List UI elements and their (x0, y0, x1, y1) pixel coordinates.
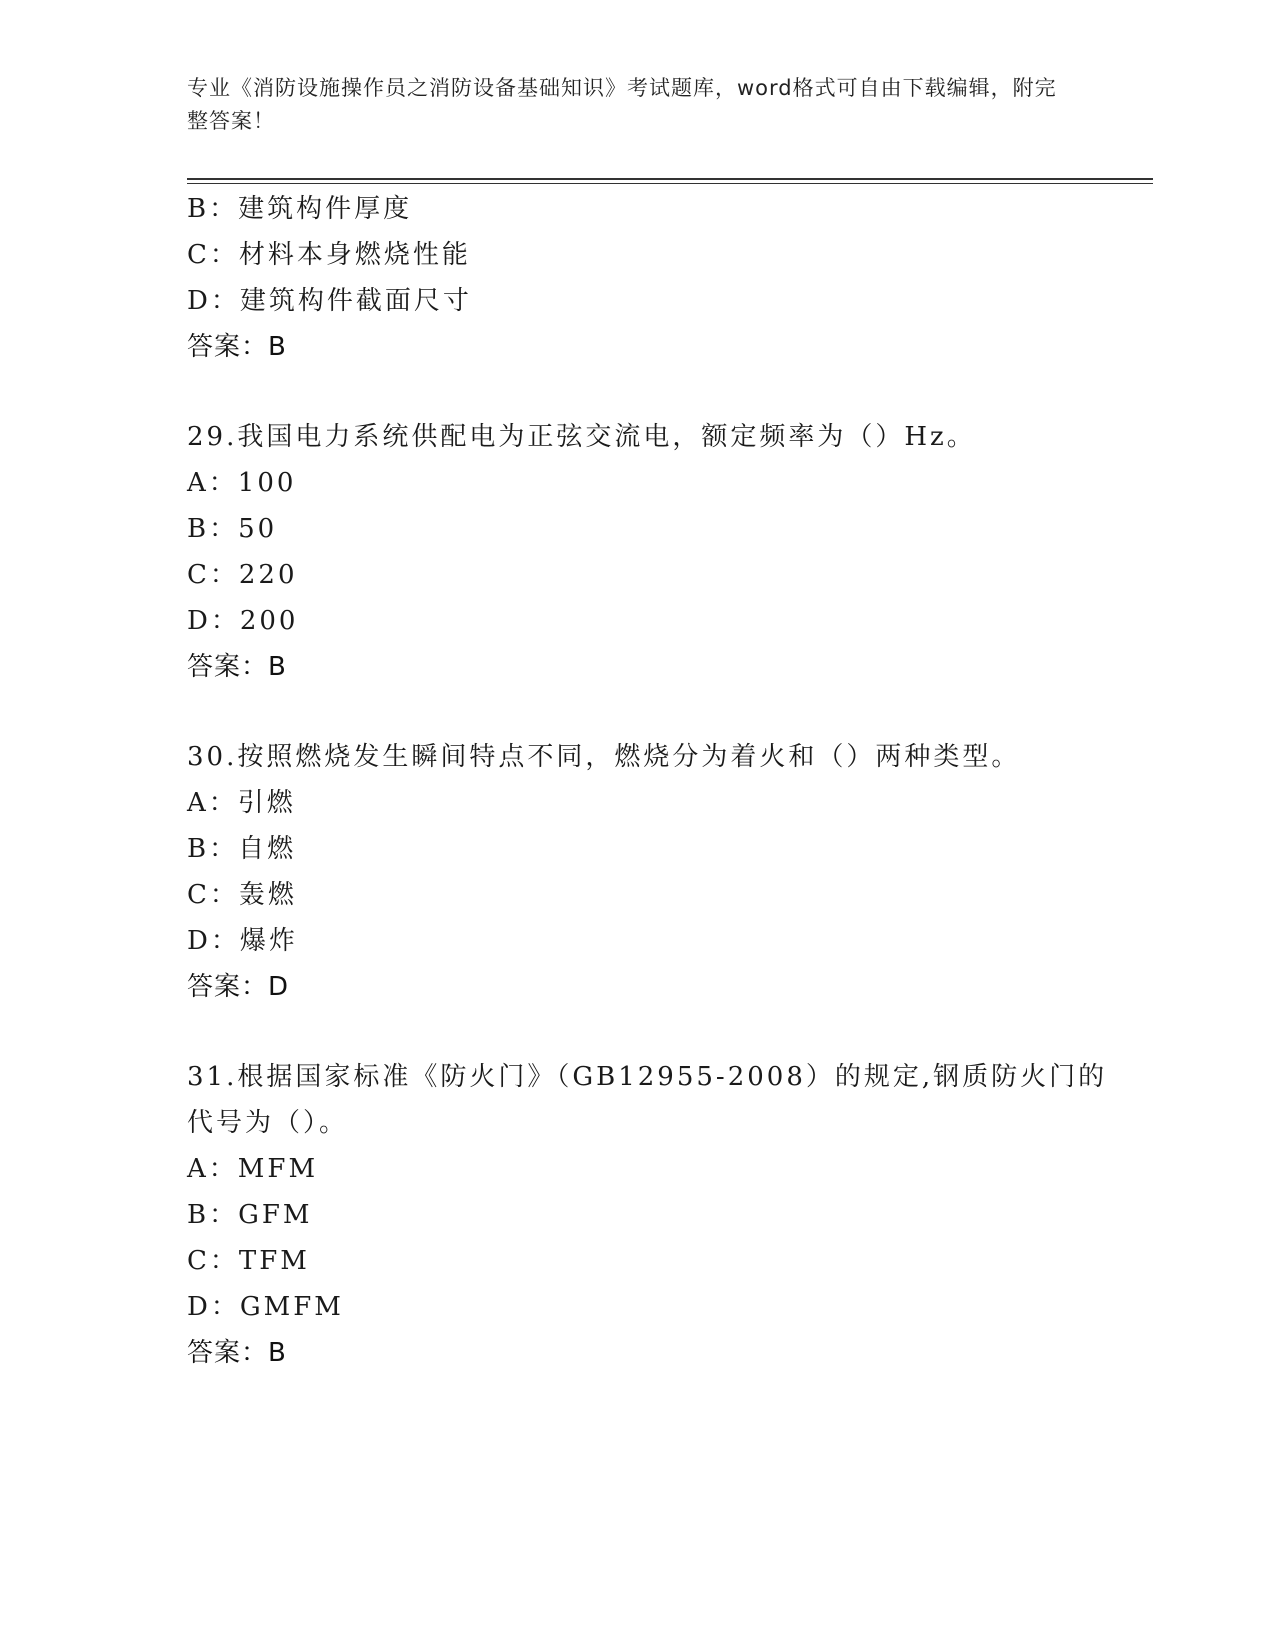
question-stem-line-2: 代号为（）。 (187, 1108, 349, 1138)
question-stem: 29.我国电力系统供配电为正弦交流电，额定频率为（）Hz。 (187, 422, 976, 452)
header-divider-thick (187, 178, 1153, 180)
question-30 (187, 734, 1087, 1010)
question-stem: 30.按照燃烧发生瞬间特点不同，燃烧分为着火和（）两种类型。 (187, 742, 1021, 772)
answer: 答案：B (187, 1338, 287, 1368)
option-a: A：MFM (187, 1154, 319, 1184)
option-d: D：GMFM (187, 1292, 344, 1322)
spacer (187, 370, 1087, 414)
question-31 (187, 1054, 1108, 1376)
option-d: D：建筑构件截面尺寸 (187, 286, 472, 316)
option-c: C：TFM (187, 1246, 310, 1276)
option-c: C：材料本身燃烧性能 (187, 240, 471, 270)
option-b: B：GFM (187, 1200, 313, 1230)
header-divider-thin (187, 183, 1153, 184)
option-a: A：引燃 (187, 788, 296, 818)
question-29 (187, 414, 1087, 690)
spacer (187, 690, 1087, 734)
option-a: A：100 (187, 468, 297, 498)
spacer (187, 1010, 1087, 1054)
option-b: B：自燃 (187, 834, 297, 864)
question-stem-line-1: 31.根据国家标准《防火门》（GB12955-2008）的规定,钢质防火门的 (187, 1062, 1108, 1092)
option-c: C：轰燃 (187, 880, 297, 910)
option-b: B：50 (187, 514, 278, 544)
question-28-continued (187, 186, 1087, 370)
answer: 答案：B (187, 652, 287, 682)
option-d: D：200 (187, 606, 299, 636)
answer: 答案：D (187, 972, 290, 1002)
option-c: C：220 (187, 560, 298, 590)
question-list (187, 186, 1108, 1376)
page-header: 专业《消防设施操作员之消防设备基础知识》考试题库，word格式可自由下载编辑，附完整答案！ (187, 76, 1057, 133)
option-d: D：爆炸 (187, 926, 298, 956)
answer: 答案：B (187, 332, 287, 362)
option-b: B：建筑构件厚度 (187, 194, 413, 224)
